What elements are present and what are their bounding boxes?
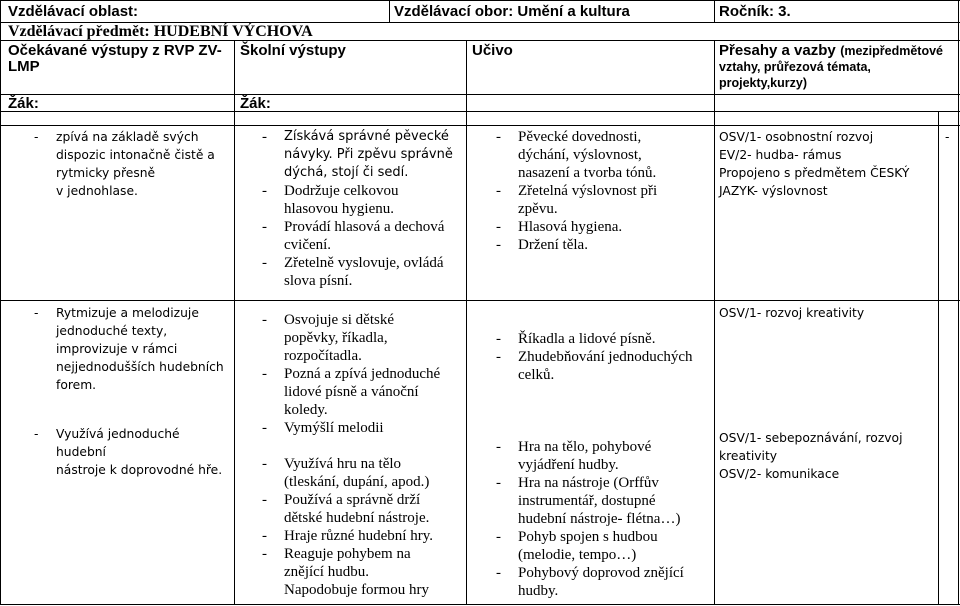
table-rule bbox=[0, 94, 960, 95]
list-item: - Hlasová hygiena. bbox=[496, 219, 623, 235]
row1-extra-dash: - bbox=[945, 130, 950, 144]
row2-curriculum bbox=[496, 330, 714, 600]
area-label: Vzdělávací oblast: bbox=[8, 3, 139, 20]
list-item: - Provádí hlasová a dechová cvičení. bbox=[262, 219, 445, 253]
field-label: Vzdělávací obor: Umění a kultura bbox=[394, 3, 630, 20]
list-item: - Dodržuje celkovou hlasovou hygienu. bbox=[262, 183, 399, 217]
table-border-bottom bbox=[0, 604, 960, 605]
row2-school-outcomes bbox=[262, 311, 467, 599]
subject-label: Vzdělávací předmět: HUDEBNÍ VÝCHOVA bbox=[8, 23, 313, 40]
row1-curriculum bbox=[496, 128, 714, 254]
row1-overlaps: OSV/1- osobnostní rozvoj EV/2- hudba- rámus Propojeno s předmětem ČESKÝ JAZYK- výslovnost bbox=[719, 130, 910, 198]
col-header-curriculum: Učivo bbox=[472, 42, 513, 59]
list-item: - Rytmizuje a melodizuje jednoduché texty, improvizuje v rámci nejjednodušších hudebních forem. bbox=[34, 306, 224, 392]
list-item: - Držení těla. bbox=[496, 237, 588, 253]
col-rule bbox=[389, 0, 390, 22]
col-rule bbox=[714, 0, 715, 22]
list-item: - Říkadla a lidové písně. bbox=[496, 331, 656, 347]
list-item: - Pohyb spojen s hudbou (melodie, tempo…) bbox=[496, 529, 658, 563]
table-rule bbox=[0, 111, 960, 112]
list-item: - Vymýšlí melodii bbox=[262, 420, 384, 436]
table-rule bbox=[0, 300, 960, 301]
table-rule bbox=[0, 125, 960, 126]
list-item: - Pozná a zpívá jednoduché lidové písně a vánoční koledy. bbox=[262, 366, 441, 418]
list-item: - Využívá jednoduché hudební nástroje k doprovodné hře. bbox=[34, 427, 223, 477]
list-item: - Získává správné pěvecké návyky. Při zpěvu správně dýchá, stojí či sedí. bbox=[262, 129, 453, 180]
row2-overlaps-a: OSV/1- rozvoj kreativity bbox=[719, 306, 865, 320]
table-border-left bbox=[0, 0, 1, 605]
row2-rvp-outcomes bbox=[34, 304, 230, 479]
pupil-label: Žák: bbox=[240, 95, 271, 112]
table-border-top bbox=[0, 0, 960, 1]
col-header-school: Školní výstupy bbox=[240, 42, 346, 59]
table-border-right bbox=[958, 0, 959, 605]
row2-overlaps-b: OSV/1- sebepoznávání, rozvoj kreativity OSV/2- komunikace bbox=[719, 431, 903, 481]
list-item: - Zřetelná výslovnost při zpěvu. bbox=[496, 183, 658, 217]
list-item: - Hra na nástroje (Orffův instrumentář, dostupné hudební nástroje- flétna…) bbox=[496, 475, 681, 527]
col-header-rvp: Očekávané výstupy z RVP ZV- LMP bbox=[8, 42, 222, 75]
row1-rvp-outcome: - zpívá na základě svých dispozic intonačně čistě a rytmicky přesně v jednohlase. bbox=[34, 130, 215, 198]
list-item: - Reaguje pohybem na znějící hudbu. Napodobuje formou hry bbox=[262, 546, 429, 598]
list-item: - Používá a správně drží dětské hudební nástroje. bbox=[262, 492, 430, 526]
grade-label: Ročník: 3. bbox=[719, 3, 791, 20]
list-item: - Osvojuje si dětské popěvky, říkadla, rozpočítadla. bbox=[262, 312, 394, 364]
bullet-dash: - bbox=[34, 130, 39, 144]
list-item: - Využívá hru na tělo (tleskání, dupání, apod.) bbox=[262, 456, 430, 490]
pupil-label: Žák: bbox=[8, 95, 39, 112]
list-item: - Zhudebňování jednoduchých celků. bbox=[496, 349, 693, 383]
col-rule bbox=[714, 40, 715, 605]
list-item: - Pohybový doprovod znějící hudby. bbox=[496, 565, 684, 599]
list-item: - Hraje různé hudební hry. bbox=[262, 528, 433, 544]
col-rule bbox=[234, 40, 235, 605]
col-header-overlaps: Přesahy a vazby (mezipředmětové vztahy, průřezová témata, projekty,kurzy) bbox=[719, 42, 944, 90]
row1-school-outcomes bbox=[262, 128, 467, 290]
list-item: - Pěvecké dovednosti, dýchání, výslovnost, nasazení a tvorba tónů. bbox=[496, 129, 657, 181]
col-rule bbox=[938, 111, 939, 605]
list-item: - Hra na tělo, pohybové vyjádření hudby. bbox=[496, 439, 652, 473]
table-rule bbox=[0, 40, 960, 41]
list-item: - Zřetelně vyslovuje, ovládá slova písní. bbox=[262, 255, 444, 289]
